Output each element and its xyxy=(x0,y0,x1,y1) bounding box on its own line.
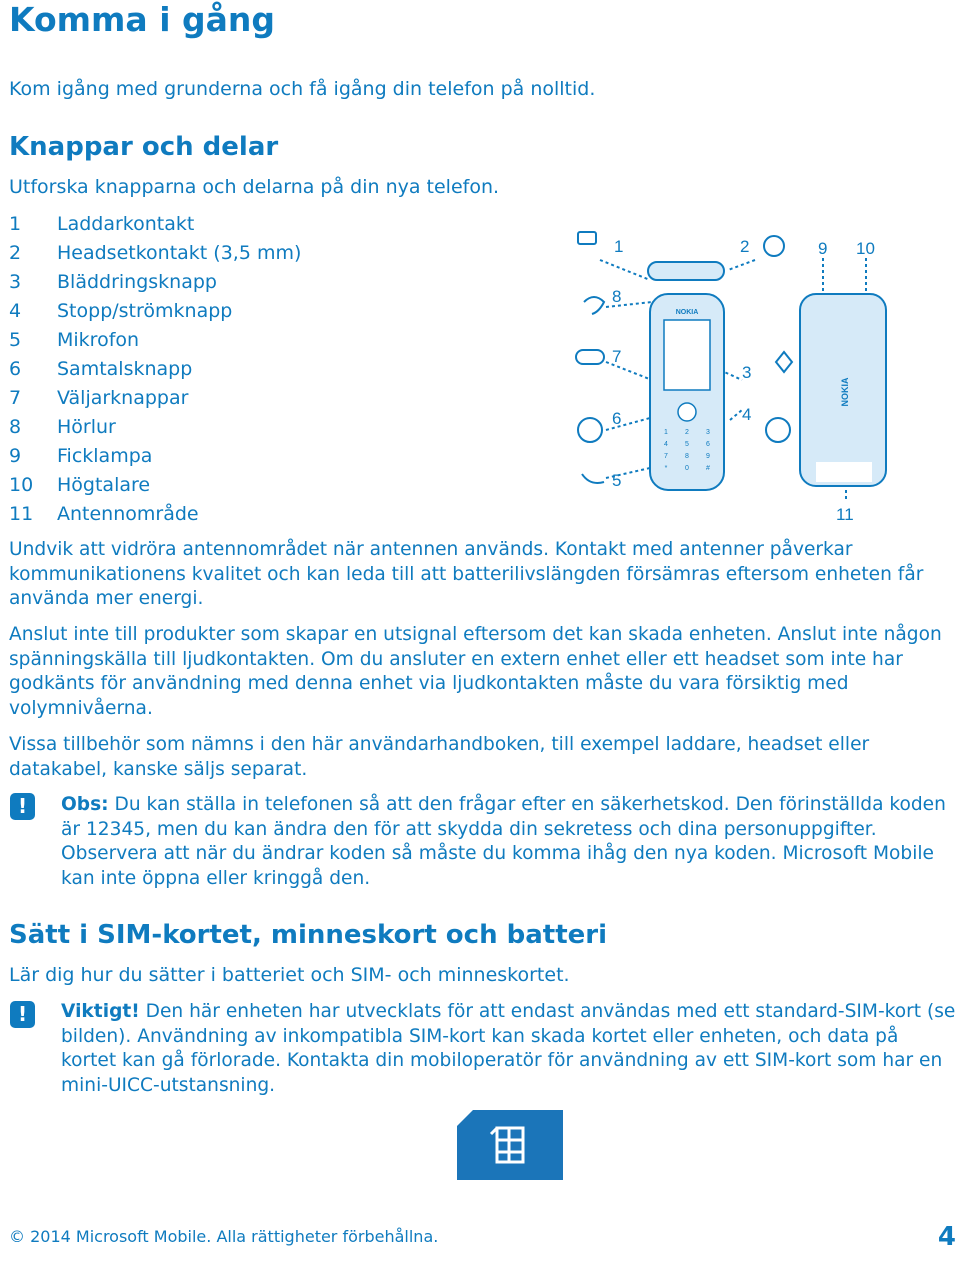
callout-11: 11 xyxy=(836,505,854,524)
keypad-key: 1 xyxy=(664,429,668,436)
keypad-key: 4 xyxy=(664,441,668,448)
security-note xyxy=(61,793,959,891)
callout-9: 9 xyxy=(818,239,828,258)
accessories-paragraph: Vissa tillbehör som nämns i den här användarhandboken, till exempel laddare, headset eller datakabel, kanske säljs separat. xyxy=(9,734,870,780)
list-item: 4 Stopp/strömknapp xyxy=(9,300,233,322)
list-item: 11 Antennområde xyxy=(9,503,199,525)
note-label: Obs: xyxy=(61,794,109,815)
keypad-key: * xyxy=(664,465,668,472)
list-item: 2 Headsetkontakt (3,5 mm) xyxy=(9,242,302,264)
list-item: 10 Högtalare xyxy=(9,474,151,496)
keypad-key: 6 xyxy=(706,441,710,448)
keypad-key: 9 xyxy=(706,453,710,460)
section-heading-parts: Knappar och delar xyxy=(9,132,279,162)
list-item: 8 Hörlur xyxy=(9,416,116,438)
section-lead-parts: Utforska knapparna och delarna på din nya telefon. xyxy=(9,176,500,198)
select-keys-icon xyxy=(576,350,604,364)
parts-list xyxy=(9,210,301,529)
list-item: 9 Ficklampa xyxy=(9,445,153,467)
sim-card-icon xyxy=(457,1110,563,1180)
note-text: Du kan ställa in telefonen så att den frågar efter en säkerhetskod. Den förinställda koden är 12345, men du kan ändra den för att skydda din sekretess och dina personuppgifter. Observera att när du ändrar koden så måste du komma ihåg den nya koden. Microsoft Mobile kan inte öppna eller kringgå den. xyxy=(61,794,946,889)
scroll-key-icon xyxy=(678,403,696,421)
connector-paragraph: Anslut inte till produkter som skapar en utsignal eftersom det kan skada enheten. Anslut inte någon spänningskälla till ljudkontakten. Om du ansluter en extern enhet eller ett headset som inte har godkänts för användning med denna enhet via ljudkontakten måste du vara försiktig med volymnivåerna. xyxy=(9,624,942,719)
page-intro: Kom igång med grunderna och få igång din telefon på nolltid. xyxy=(9,78,596,100)
charger-icon xyxy=(578,232,596,244)
headset-icon xyxy=(764,236,784,256)
antenna-paragraph: Undvik att vidröra antennområdet när antennen används. Kontakt med antenner påverkar kommunikationens kvalitet och kan leda till att batterilivslängden försämras eftersom enheten får använda mer energi. xyxy=(9,539,924,609)
callout-2: 2 xyxy=(740,237,750,256)
callout-4: 4 xyxy=(742,405,752,424)
keypad-key: 2 xyxy=(685,429,689,436)
callout-8: 8 xyxy=(612,287,622,306)
call-key-icon xyxy=(578,418,602,442)
keypad-key: 0 xyxy=(685,465,689,472)
list-item: 5 Mikrofon xyxy=(9,329,140,351)
callout-1: 1 xyxy=(614,237,624,256)
page-number: 4 xyxy=(937,1222,956,1252)
important-text: Den här enheten har utvecklats för att endast användas med ett standard-SIM-kort (se bilden). Användning av inkompatibla SIM-kort kan skada kortet eller enheten, och data på kortet kan gå förlorade. Kontakta din mobiloperatör för användning av ett SIM-kort som har en mini-UICC-utstansning. xyxy=(61,1001,956,1096)
callout-7: 7 xyxy=(612,347,622,366)
phone-back-brand: NOKIA xyxy=(840,377,850,407)
keypad-key: 7 xyxy=(664,453,668,460)
page-title: Komma i gång xyxy=(9,0,275,39)
phone-diagram xyxy=(570,222,890,532)
end-key-icon xyxy=(766,418,790,442)
footer-copyright: © 2014 Microsoft Mobile. Alla rättigheter förbehållna. xyxy=(9,1227,439,1246)
earpiece-icon xyxy=(584,297,604,314)
navi-key-icon xyxy=(776,352,792,372)
list-item: 7 Väljarknappar xyxy=(9,387,189,409)
callout-10: 10 xyxy=(856,239,875,258)
section-heading-sim: Sätt i SIM-kortet, minneskort och batteri xyxy=(9,920,608,950)
exclamation-icon: ! xyxy=(10,1001,35,1028)
exclamation-icon: ! xyxy=(10,793,35,820)
keypad-key: 5 xyxy=(685,441,689,448)
callout-3: 3 xyxy=(742,363,752,382)
list-item: 1 Laddarkontakt xyxy=(9,213,195,235)
keypad-key: 3 xyxy=(706,429,710,436)
list-item: 3 Bläddringsknapp xyxy=(9,271,217,293)
keypad-key: 8 xyxy=(685,453,689,460)
keypad-key: # xyxy=(706,465,710,472)
microphone-icon xyxy=(582,474,604,483)
list-item: 6 Samtalsknapp xyxy=(9,358,193,380)
phone-front-brand: NOKIA xyxy=(675,309,699,316)
important-note xyxy=(61,1000,959,1098)
section-lead-sim: Lär dig hur du sätter i batteriet och SIM- och minneskortet. xyxy=(9,964,570,986)
important-label: Viktigt! xyxy=(61,1001,140,1022)
callout-6: 6 xyxy=(612,409,622,428)
callout-5: 5 xyxy=(612,471,622,490)
